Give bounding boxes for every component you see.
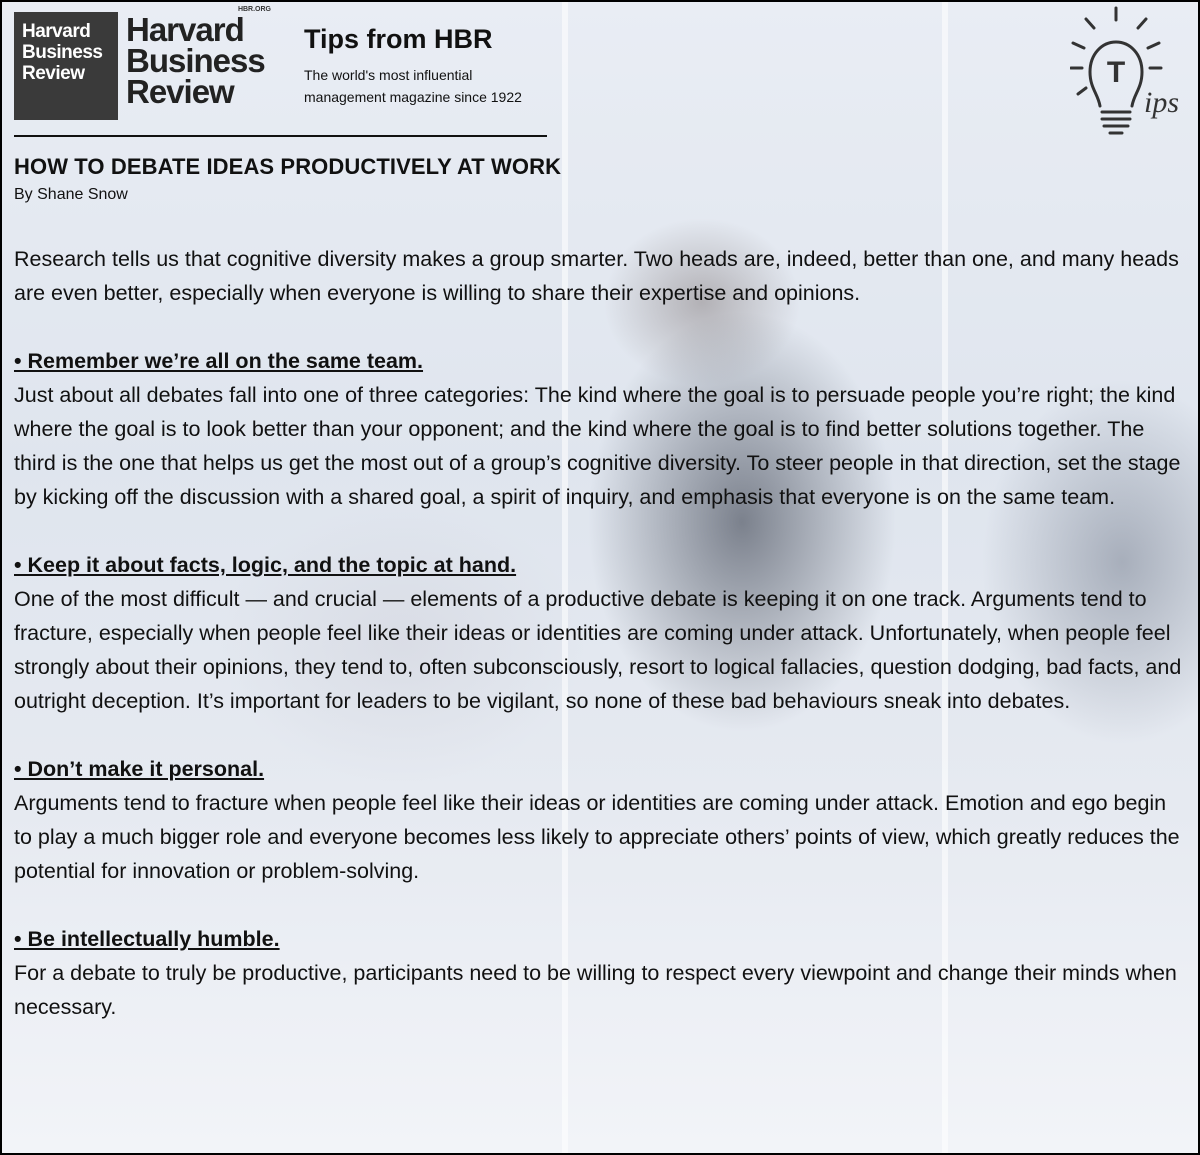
brand-tagline: The world's most influential management magazine since 1922	[304, 67, 522, 105]
tip-text: Arguments tend to fracture when people feel like their ideas or identities are coming under attack. Emotion and ego begin to play a much bigger role and everyone becomes less likely to appreciate others’ points of view, which greatly reduces the potential for innovation or problem-solving.	[14, 791, 1180, 883]
article-body	[14, 242, 1190, 1024]
article-title: HOW TO DEBATE IDEAS PRODUCTIVELY AT WORK	[14, 154, 562, 179]
tips-logo-letter: T	[1106, 56, 1126, 89]
intro-paragraph: Research tells us that cognitive diversity makes a group smarter. Two heads are, indeed, better than one, and many heads are even better, especially when everyone is willing to share their expertise and opinions.	[14, 247, 1179, 305]
tip-text: One of the most difficult — and crucial — elements of a productive debate is keeping it on one track. Arguments tend to fracture, especially when people feel like their ideas or identities are coming under attack. Unfortunately, when people feel strongly about their opinions, they tend to, often subconsciously, resort to logical fallacies, question dodging, bad facts, and outright deception. It’s important for leaders to be vigilant, so none of these bad behaviours sneak into debates.	[14, 587, 1182, 713]
brand-title: Tips from HBR	[304, 24, 493, 54]
tip-heading: • Be intellectually humble.	[14, 927, 280, 951]
tip-text: Just about all debates fall into one of three categories: The kind where the goal is to persuade people you’re right; the kind where the goal is to look better than your opponent; and the kind where the goal is to find better solutions together. The third is the one that helps us get the most out of a group’s cognitive diversity. To steer people in that direction, set the stage by kicking off the discussion with a shared goal, a spirit of inquiry, and emphasis that everyone is on the same team.	[14, 383, 1181, 509]
tip-text: For a debate to truly be productive, participants need to be willing to respect every viewpoint and change their minds when necessary.	[14, 961, 1177, 1019]
header-divider	[14, 135, 547, 137]
wordmark-url: HBR.ORG	[237, 6, 271, 13]
tips-logo-text: ips	[1144, 86, 1180, 119]
tip-heading: • Keep it about facts, logic, and the topic at hand.	[14, 553, 517, 577]
article-byline: By Shane Snow	[14, 186, 128, 203]
hbr-logo-box	[14, 12, 118, 120]
wordmark-line: Harvard	[126, 11, 244, 48]
hbr-wordmark	[126, 6, 296, 110]
wordmark-line: Business	[126, 42, 265, 79]
lightbulb-tips-icon	[1070, 6, 1194, 146]
wordmark-line: Review	[126, 73, 234, 110]
logo-box-line: Harvard	[22, 21, 91, 42]
tip-heading: • Remember we’re all on the same team.	[14, 349, 424, 373]
logo-box-line: Review	[22, 63, 85, 84]
tip-heading: • Don’t make it personal.	[14, 757, 265, 781]
logo-box-line: Business	[22, 42, 103, 63]
